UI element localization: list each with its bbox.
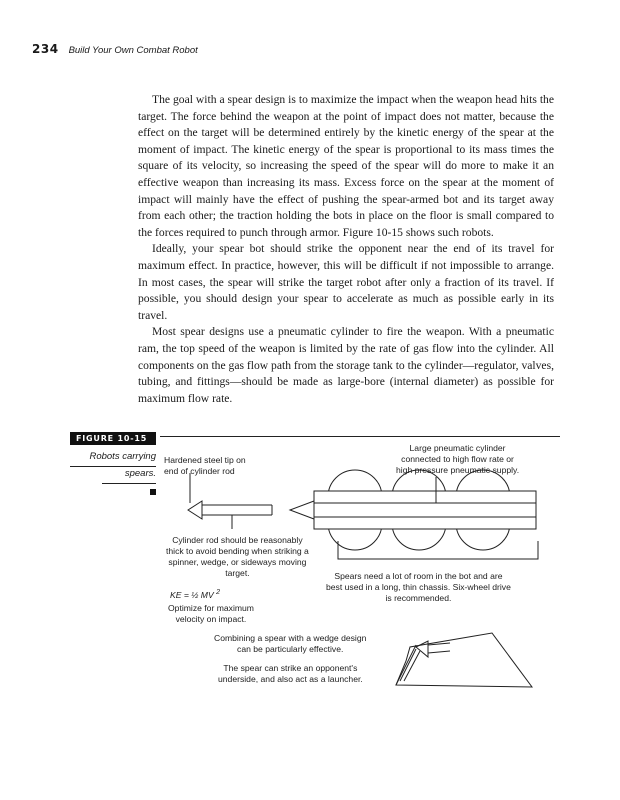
paragraph: Ideally, your spear bot should strike the opponent near the end of its travel for maximum effect. In practice, however, this will be difficult if not impossible to arrange. In most cases, the spear will strike the target robot after only a fraction of its travel. If possible, you should design your spear to accelerate as much as possible early in its travel. <box>138 242 554 322</box>
figure-tag: FIGURE 10-15 <box>70 432 156 445</box>
wedge-shading <box>400 649 420 681</box>
spear-tip <box>188 501 202 519</box>
figure-bullet-icon <box>150 489 156 495</box>
page-number: 234 <box>32 42 59 56</box>
figure-caption <box>70 450 156 484</box>
chassis-body <box>314 491 536 529</box>
running-head <box>32 42 198 56</box>
paragraph: The goal with a spear design is to maximize the impact when the weapon head hits the target. The force behind the weapon at the point of impact does not matter, because the effect on the target will be determined entirely by the kinetic energy of the spear at the moment of impact. The kinetic energy of the spear is proportional to its mass times the square of its velocity, so increasing the speed of the spear will do more to make it an effective weapon than increasing its mass. Excess force on the spear at the moment of impact will mainly have the effect of pushing the spear-armed bot and its target away from each other; the traction holding the bots in place on the floor is small compared to the forces required to punch through armor. Figure 10-15 shows such robots. <box>138 93 554 239</box>
figure-label-block <box>70 432 156 495</box>
label-wedge-combination: Combining a spear with a wedge design can be particularly effective. <box>214 633 367 654</box>
label-steel-tip: Hardened steel tip on end of cylinder rod <box>164 455 246 476</box>
figure-illustration <box>160 436 560 697</box>
cylinder-nose <box>290 501 314 519</box>
body-text <box>138 92 554 407</box>
label-underside-strike: The spear can strike an opponent's underside, and also act as a launcher. <box>218 663 363 684</box>
label-spear-room: Spears need a lot of room in the bot and are best used in a long, thin chassis. Six-wheel drive is recommended. <box>326 571 511 603</box>
label-optimize-velocity: Optimize for maximum velocity on impact. <box>168 603 254 624</box>
length-bracket <box>338 541 538 559</box>
kinetic-energy-formula: KE = ½ MV $^2$ <box>170 589 220 600</box>
figure-caption-line: spears. <box>102 467 156 484</box>
paragraph: Most spear designs use a pneumatic cylinder to fire the weapon. With a pneumatic ram, the top speed of the weapon is limited by the rate of gas flow into the cylinder. All components on the gas flow path from the storage tank to the cylinder—regulator, valves, tubing, and fittings—should be made as large-bore (internal diameter) as possible for maximum flow rate. <box>138 325 554 405</box>
book-title: Build Your Own Combat Robot <box>68 45 198 56</box>
label-cylinder-rod: Cylinder rod should be reasonably thick to avoid bending when striking a spinner, wedge, or sideways moving target. <box>166 535 309 578</box>
label-pneumatic-cylinder: Large pneumatic cylinder connected to high flow rate or high pressure pneumatic supply. <box>396 443 520 475</box>
wedge-body <box>396 633 532 687</box>
figure-caption-line: Robots carrying <box>70 450 156 467</box>
wedge-spear-rod <box>428 651 450 653</box>
